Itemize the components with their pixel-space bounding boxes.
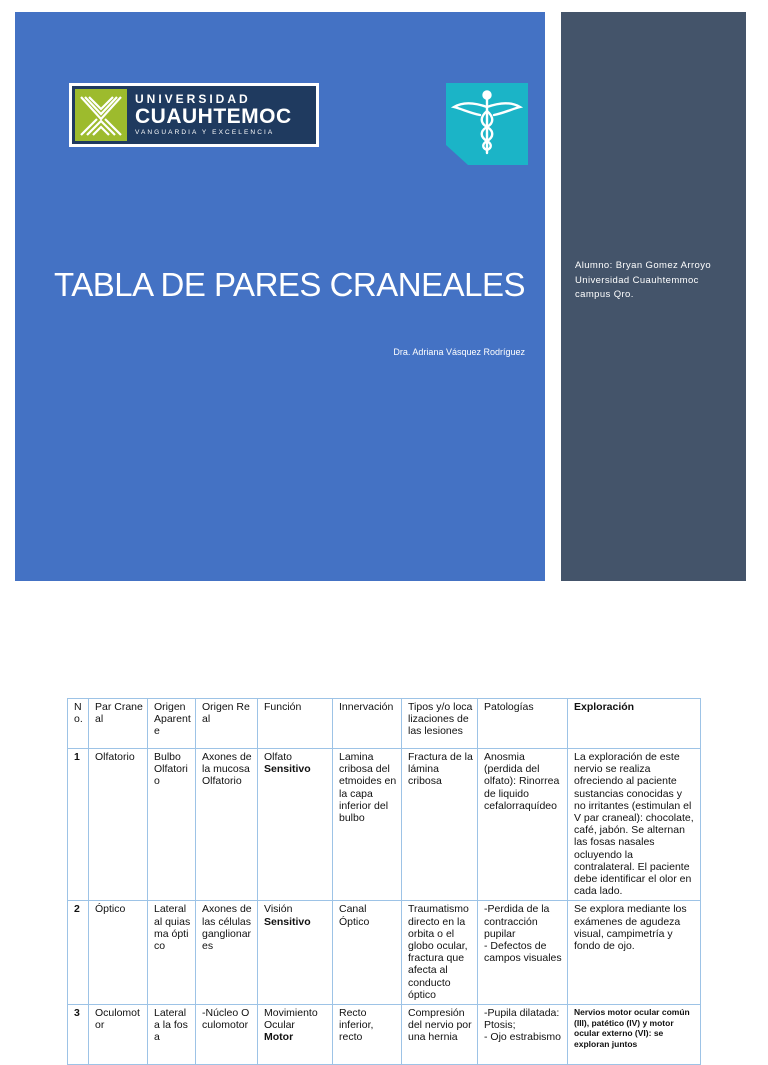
patologia-line: - Ojo estrabismo — [484, 1031, 562, 1044]
patologia-line: -Pupila dilatada: Ptosis; — [484, 1007, 560, 1032]
header-no: N o. — [68, 699, 89, 749]
cell-patologias: Anosmia (perdida del olfato): Rinorrea de liquido cefalorraquídeo — [478, 749, 568, 901]
university-name-main: CUAUHTEMOC — [135, 105, 292, 128]
header-inervacion: Innervación — [333, 699, 402, 749]
presentation-subtitle: Dra. Adriana Vásquez Rodríguez — [393, 347, 525, 357]
cranial-nerves-table — [67, 698, 700, 1049]
cell-exploracion: Nervios motor ocular común (III), patético (IV) y motor ocular externo (VI): se exploran juntos — [568, 1005, 701, 1065]
university-motto: VANGUARDIA Y EXCELENCIA — [135, 129, 275, 136]
header-funcion: Función — [258, 699, 333, 749]
table-header-row — [68, 699, 701, 749]
cell-par: Olfatorio — [89, 749, 148, 901]
cell-aparente: Lateral a la fosa — [148, 1005, 196, 1065]
patologia-line: -Perdida de la contracción pupilar — [484, 903, 550, 940]
university-logo — [69, 83, 319, 147]
cell-exploracion: Se explora mediante los exámenes de agudeza visual, campimetría y fondo de ojo. — [568, 901, 701, 1005]
cell-patologias — [478, 1005, 568, 1065]
cell-par: Óptico — [89, 901, 148, 1005]
funcion-type: Sensitivo — [264, 915, 311, 928]
presentation-title: TABLA DE PARES CRANEALES — [54, 266, 525, 303]
table-row — [68, 1005, 701, 1065]
cell-no: 3 — [68, 1005, 89, 1065]
header-origen-aparente: Origen Aparente — [148, 699, 196, 749]
table-row — [68, 901, 701, 1005]
header-patologias: Patologías — [478, 699, 568, 749]
cell-no: 2 — [68, 901, 89, 1005]
patologia-line: - Defectos de campos visuales — [484, 940, 562, 965]
funcion-text: Olfato — [264, 751, 293, 763]
cell-inervacion: Recto inferior, recto — [333, 1005, 402, 1065]
header-tipos-lesiones: Tipos y/o localizaciones de las lesiones — [402, 699, 478, 749]
funcion-type: Sensitivo — [264, 763, 311, 776]
cell-tipos: Traumatismo directo en la orbita o el globo ocular, fractura que afecta al conducto óptico — [402, 901, 478, 1005]
header-exploracion: Exploración — [568, 699, 701, 749]
cell-no: 1 — [68, 749, 89, 901]
cell-inervacion: Lamina cribosa del etmoides en la capa inferior del bulbo — [333, 749, 402, 901]
student-campus: campus Qro. — [575, 289, 634, 300]
cell-funcion — [258, 901, 333, 1005]
student-university: Universidad Cuauhtemmoc — [575, 274, 699, 286]
header-par-craneal: Par Craneal — [89, 699, 148, 749]
cell-inervacion: Canal Óptico — [333, 901, 402, 1005]
university-emblem-icon — [75, 89, 127, 141]
student-info — [575, 259, 745, 303]
cell-real: -Núcleo Oculomotor — [196, 1005, 258, 1065]
cell-patologias — [478, 901, 568, 1005]
cell-aparente: Lateral al quiasma óptico — [148, 901, 196, 1005]
header-origen-real: Origen Real — [196, 699, 258, 749]
cell-funcion — [258, 749, 333, 901]
cell-exploracion: La exploración de este nervio se realiza ofreciendo al paciente sustancias conocidas y no irritantes (estimulan el V par craneal): chocolate, café, jabón. Se alternan las fosas nasales ocluyendo la contralateral. El paciente debe identificar el olor en cada lado. — [568, 749, 701, 901]
cell-tipos: Compresión del nervio por una hernia — [402, 1005, 478, 1065]
cell-real: Axones de las células ganglionares — [196, 901, 258, 1005]
cell-funcion — [258, 1005, 333, 1065]
cell-tipos: Fractura de la lámina cribosa — [402, 749, 478, 901]
cell-aparente: Bulbo Olfatorio — [148, 749, 196, 901]
funcion-type: Motor — [264, 1031, 294, 1044]
cell-par: Oculomotor — [89, 1005, 148, 1065]
table-row — [68, 749, 701, 901]
cell-real: Axones de la mucosa Olfatorio — [196, 749, 258, 901]
funcion-text: Visión — [264, 903, 293, 916]
funcion-text: Movimiento Ocular — [264, 1007, 318, 1032]
university-name-top: UNIVERSIDAD — [135, 92, 251, 106]
caduceus-logo-icon — [446, 83, 528, 165]
student-name: Alumno: Bryan Gomez Arroyo — [575, 260, 712, 271]
